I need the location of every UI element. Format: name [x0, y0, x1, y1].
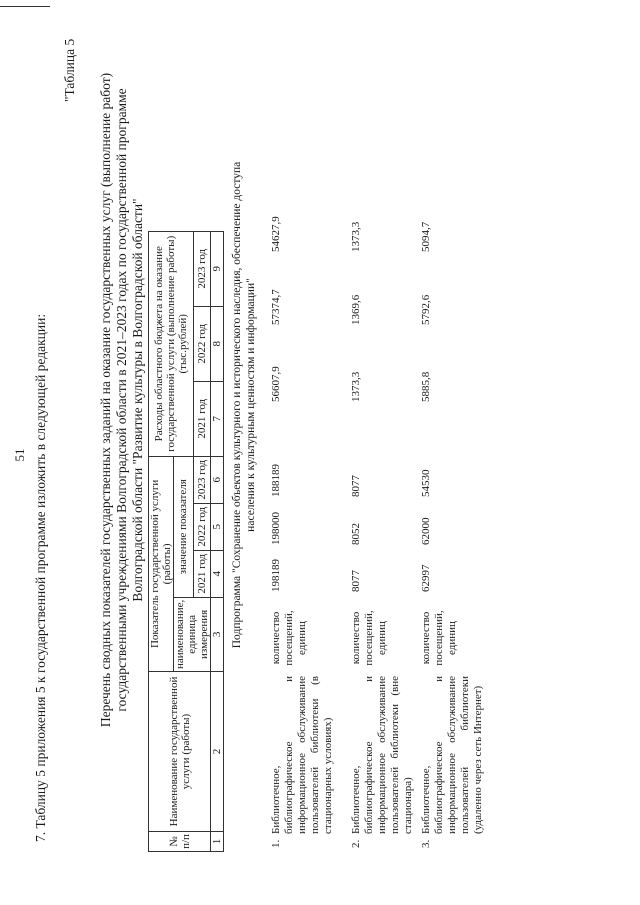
budget-2022: 57374,7 [270, 289, 282, 325]
column-number: 1 [211, 832, 224, 852]
header-year: 2021 год [193, 550, 210, 597]
budget-2022: 1369,6 [350, 294, 362, 325]
column-number: 9 [211, 231, 224, 306]
column-number: 3 [211, 597, 224, 671]
header-indicator-group: Показатель государственной услуги (работы) [149, 456, 174, 671]
title-line: Перечень сводных показателей государственных заданий на оказание государственных услуг (выполнение работ) [98, 72, 113, 728]
header-indicator-name: наименование, единица измерения [174, 597, 211, 671]
value-2022: 62000 [420, 517, 432, 545]
header-service-name: Наименование государственной услуги (работы) [149, 672, 211, 832]
budget-2023: 5094,7 [420, 221, 432, 252]
row-number: 3. [420, 839, 432, 848]
header-num: № п/п [149, 832, 211, 852]
value-2023: 188189 [270, 464, 282, 497]
title-line: государственными учреждениями Волгоградской области в 2021–2023 годах по государственной программе [114, 88, 129, 712]
value-2021: 62997 [420, 564, 432, 592]
header-year: 2022 год [193, 503, 210, 550]
budget-2021: 1373,3 [350, 371, 362, 402]
column-number: 6 [211, 456, 224, 503]
header-year: 2023 год [193, 231, 210, 306]
value-2023: 54530 [420, 469, 432, 497]
column-number: 7 [211, 381, 224, 456]
rotated-document-sheet [0, 10, 640, 900]
table-label: "Таблица 5 [62, 38, 77, 102]
budget-2023: 54627,9 [270, 216, 282, 252]
header-table [148, 231, 224, 852]
service-name: Библиотечное, библиографическое и информационное обслуживание пользователей библиотеки (в стационарных условиях) [270, 676, 334, 834]
value-2023: 8077 [350, 475, 362, 497]
indicator-unit: количество посещений, единиц [270, 610, 308, 666]
header-year: 2023 год [193, 456, 210, 503]
row-number: 1. [270, 839, 282, 848]
amendment-instruction: 7. Таблицу 5 приложения 5 к государственной программе изложить в следующей редакции: [33, 313, 48, 842]
column-number: 5 [211, 503, 224, 550]
budget-2023: 1373,3 [350, 221, 362, 252]
budget-2021: 5885,8 [420, 371, 432, 402]
value-2021: 198189 [270, 559, 282, 592]
value-2022: 8052 [350, 523, 362, 545]
value-2021: 8077 [350, 570, 362, 592]
document-title [98, 10, 146, 790]
header-year: 2022 год [193, 306, 210, 381]
header-indicator-value: значение показателя [174, 456, 194, 597]
title-line: Волгоградской области "Развитие культуры в Волгоградской области" [130, 198, 145, 602]
column-number: 4 [211, 550, 224, 597]
budget-2022: 5792,6 [420, 294, 432, 325]
column-number: 8 [211, 306, 224, 381]
column-number: 2 [211, 672, 224, 832]
corner-rule [0, 6, 50, 7]
header-budget-group: Расходы областного бюджета на оказание государственной услуги (выполнение работы) (тыс.рублей) [149, 231, 194, 456]
service-name: Библиотечное, библиографическое и информационное обслуживание пользователей библиотеки (удаленно через сеть Интернет) [420, 676, 484, 834]
indicator-unit: количество посещений, единиц [420, 610, 458, 666]
budget-2021: 56607,9 [270, 366, 282, 402]
page-number: 51 [12, 448, 27, 462]
row-number: 2. [350, 839, 362, 848]
indicator-unit: количество посещений, единиц [350, 610, 388, 666]
header-year: 2021 год [193, 381, 210, 456]
subprogram-heading: Подпрограмма "Сохранение объектов культурного и исторического наследия, обеспечение доступа населения к культурным ценностям и информации" [231, 161, 257, 649]
service-name: Библиотечное, библиографическое и информационное обслуживание пользователей библиотеки (вне стационара) [350, 676, 414, 834]
value-2022: 198000 [270, 512, 282, 545]
